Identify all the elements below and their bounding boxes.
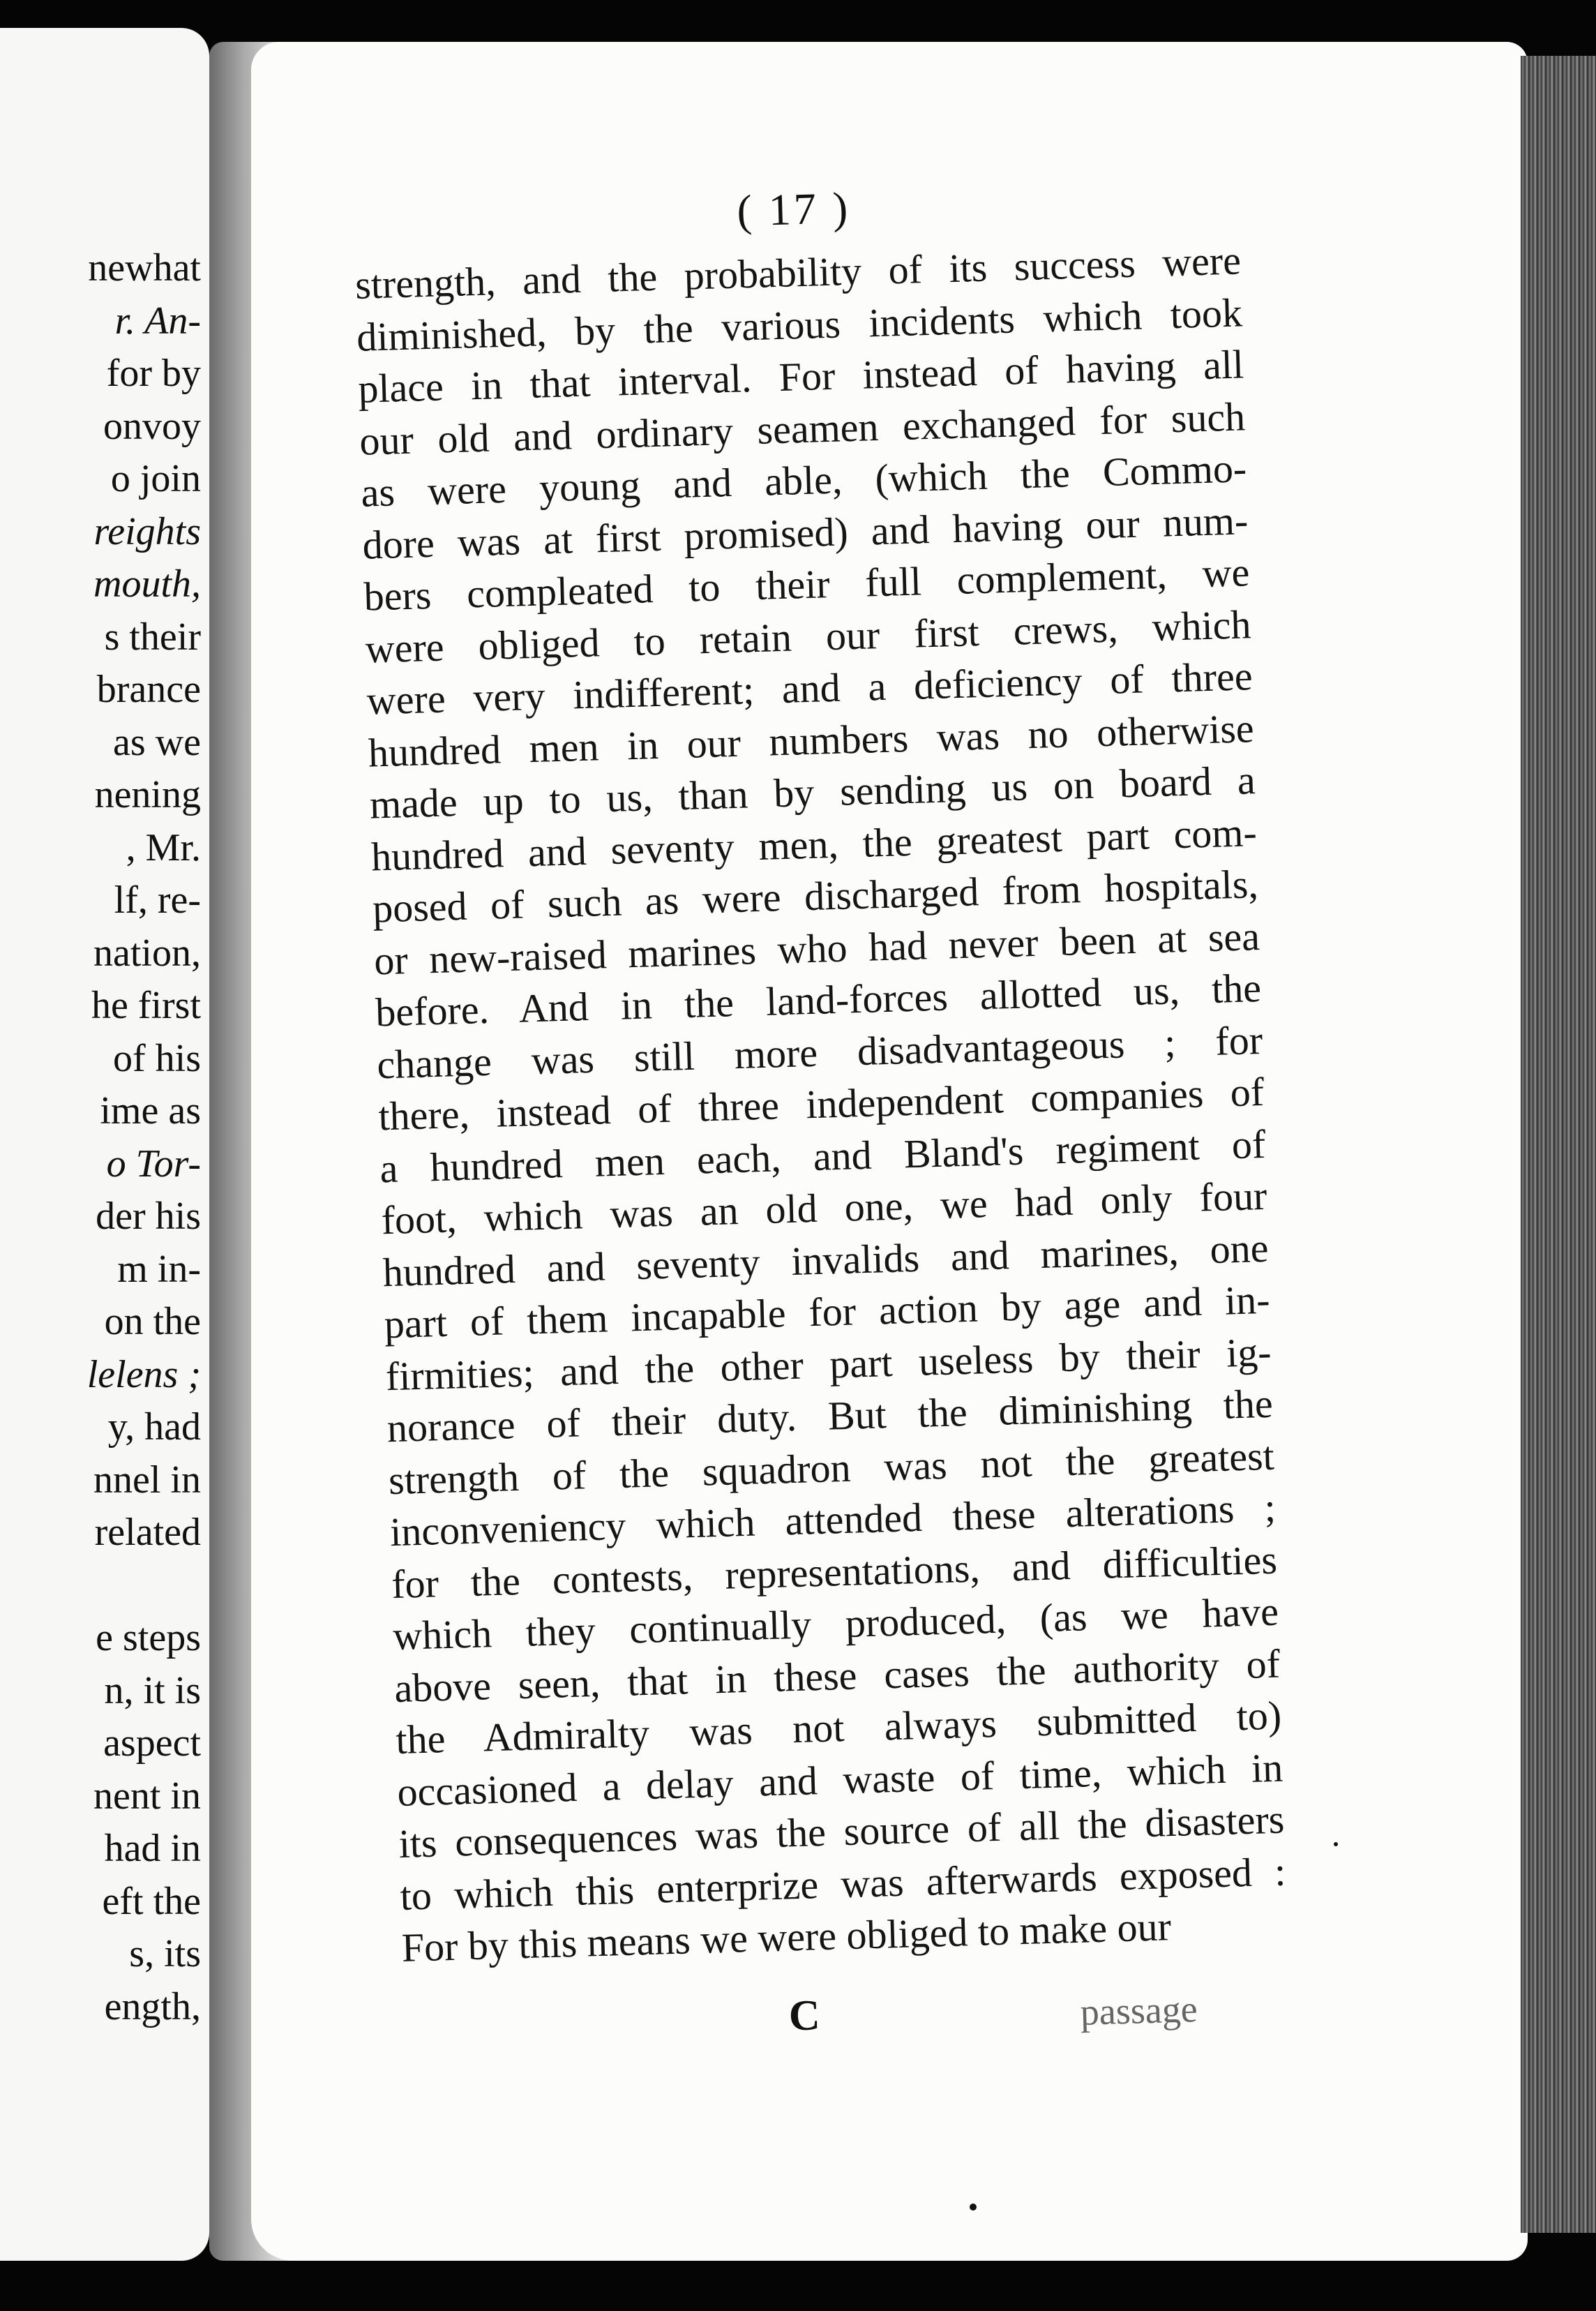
text-line: strength, and the probability of its success were [354,237,1242,308]
previous-page-line: s their [104,615,201,659]
text-line: place in that interval. For instead of having all [357,341,1244,412]
text-line: as were young and able, (which the Commo- [360,445,1247,516]
text-line: hundred men in our numbers was no otherwise [368,705,1255,776]
text-line: the Admiralty was not always submitted to) [395,1692,1282,1763]
text-line: were obliged to retain our first crews, which [364,601,1252,672]
ink-speck [970,2204,977,2211]
signature-mark: C [788,1991,821,2040]
previous-page-line: related [94,1511,201,1554]
text-line: inconveniency which attended these alterations ; [389,1484,1277,1555]
previous-page-line: n, it is [104,1668,201,1712]
text-line: hundred and seventy invalids and marines, one [382,1225,1270,1295]
text-line: For by this means we were obliged to make our [400,1904,1172,1970]
previous-page-line: for by [106,352,201,395]
ink-speck [1334,1842,1338,1846]
text-line: firmities; and the other part useless by their ig- [385,1329,1272,1399]
text-line: were very indifferent; and a deficiency of three [366,653,1254,724]
text-line: made up to us, than by sending us on board a [369,757,1256,828]
previous-page-line: eft the [102,1879,201,1923]
previous-page-line: der his [96,1195,201,1238]
previous-page-line: lelens ; [86,1352,201,1396]
text-line: there, instead of three independent companies of [377,1068,1265,1139]
previous-page-line: y, had [107,1405,201,1449]
previous-page-line: on the [104,1300,201,1343]
text-line: a hundred men each, and Bland's regiment of [379,1121,1267,1191]
previous-page-line: as we [113,720,201,764]
text-line: hundred and seventy men, the greatest part com- [370,809,1258,880]
previous-page-line: newhat [88,246,201,290]
previous-page-line: nening [94,773,201,816]
previous-page-line: r. An- [114,299,201,343]
previous-page-line: reights [93,509,201,553]
text-line: for the contests, representations, and difficulties [391,1536,1278,1607]
previous-page-line: had in [104,1827,201,1870]
text-line: norance of their duty. But the diminishing the [386,1380,1274,1451]
text-line: strength of the squadron was not the greatest [388,1433,1275,1503]
previous-page-line: nation, [93,931,201,975]
previous-page-line: brance [96,668,201,711]
previous-page-line: lf, re- [114,878,201,922]
previous-page-line: nent in [93,1774,201,1818]
page-number: ( 17 ) [736,183,852,236]
previous-page-line: of his [113,1036,201,1080]
previous-page-line: he first [91,984,201,1027]
text-line: above seen, that in these cases the authority of [393,1640,1281,1711]
previous-page-line: ime as [100,1089,201,1132]
text-line: to which this enterprize was afterwards exposed : [399,1848,1287,1919]
text-line: foot, which was an old one, we had only four [380,1172,1268,1243]
text-line: bers compleated to their full complement, we [363,549,1251,620]
previous-page-line: , Mr. [126,825,201,869]
previous-page-line: nnel in [93,1458,201,1502]
text-line: its consequences was the source of all the disasters [398,1796,1286,1867]
text-line: or new-raised marines who had never been at sea [373,913,1260,983]
text-line: posed of such as were discharged from hospitals, [372,861,1259,932]
previous-page-line: mouth, [93,562,201,606]
text-line: dore was at first promised) and having our num- [361,497,1249,568]
previous-page-line: o Tor- [106,1142,201,1186]
text-line: which they continually produced, (as we have [392,1588,1279,1659]
previous-page-line: onvoy [103,404,201,448]
catchword: passage [1079,1988,1198,2033]
text-line: before. And in the land-forces allotted us, the [375,965,1262,1035]
previous-page-line: aspect [103,1721,201,1765]
text-line: change was still more disadvantageous ; for [376,1017,1263,1087]
previous-page-line: s, its [129,1932,201,1975]
text-line: part of them incapable for action by age and in- [383,1276,1271,1347]
text-line: our old and ordinary seamen exchanged for such [359,393,1246,464]
text-line: occasioned a delay and waste of time, which in [396,1744,1283,1815]
previous-page-line: o join [110,457,201,500]
previous-page-line: ength, [104,1984,201,2028]
previous-page-line: m in- [117,1247,201,1291]
previous-page-line: e steps [96,1616,201,1659]
text-line: diminished, by the various incidents which took [356,289,1243,360]
